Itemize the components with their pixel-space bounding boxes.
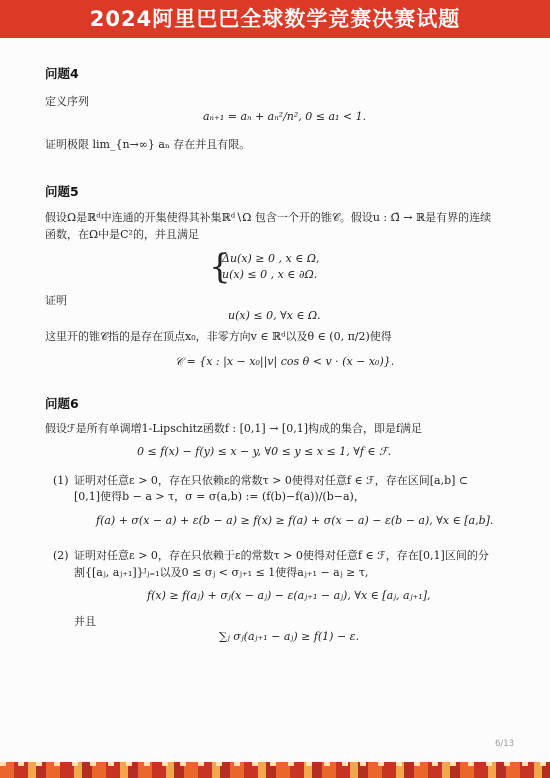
question-1-number: (1): [53, 474, 69, 487]
problem-5-line1: 假设Ω是ℝᵈ中连通的开集使得其补集ℝᵈ∖Ω 包含一个开的锥𝒞。假设u : Ω̄ → ℝ是有界的连续: [45, 211, 492, 224]
problem-4-formula: aₙ₊₁ = aₙ + aₙ²/n², 0 ≤ a₁ < 1.: [203, 110, 367, 123]
page-number: 6/13: [495, 739, 515, 749]
footer-decorative-strip: [0, 762, 550, 778]
question-2-line2: 割{[aⱼ, aⱼ₊₁]}ᴶⱼ₌₁以及0 ≤ σⱼ < σⱼ₊₁ ≤ 1使得aⱼ₊₁ − aⱼ ≥ τ,: [74, 566, 369, 579]
problem-5-system-2: u(x) ≤ 0 , x ∈ ∂Ω.: [222, 268, 318, 281]
problem-4-intro: 定义序列: [45, 95, 89, 108]
problem-5-heading: 问题5: [45, 184, 79, 199]
problem-6-formula: 0 ≤ f(x) − f(y) ≤ x − y, ∀0 ≤ y ≤ x ≤ 1, ∀f ∈ ℱ.: [137, 445, 392, 458]
question-2-line1: 证明对任意ε > 0，存在只依赖于ε的常数τ > 0使得对任意f ∈ ℱ，存在[0,1]区间的分: [74, 549, 489, 562]
question-1-formula: f(a) + σ(x − a) + ε(b − a) ≥ f(x) ≥ f(a) + σ(x − a) − ε(b − a), ∀x ∈ [a,b].: [96, 514, 494, 527]
question-2-number: (2): [53, 549, 69, 562]
question-2-and: 并且: [74, 615, 96, 628]
problem-6-heading: 问题6: [45, 396, 79, 411]
problem-6-line1: 假设ℱ是所有单调增1-Lipschitz函数f : [0,1] → [0,1]构成的集合，即是f满足: [45, 422, 423, 435]
banner-title: 2024阿里巴巴全球数学竞赛决赛试题: [0, 0, 550, 38]
problem-4-heading: 问题4: [45, 66, 79, 81]
problem-5-line2: 函数，在Ω中是C²的，并且满足: [45, 228, 199, 241]
problem-5-system-1: Δu(x) ≥ 0 , x ∈ Ω,: [222, 252, 320, 265]
question-2-sum-formula: ∑ⱼ σⱼ(aⱼ₊₁ − aⱼ) ≥ f(1) − ε.: [219, 630, 360, 643]
question-1-line1: 证明对任意ε > 0，存在只依赖ε的常数τ > 0使得对任意f ∈ ℱ，存在区间[a,b] ⊂: [74, 474, 469, 487]
problem-5-cone-text: 这里开的锥𝒞指的是存在顶点x₀，非零方向v ∈ ℝᵈ以及θ ∈ (0, π/2)使得: [45, 330, 392, 343]
problem-5-cone-formula: 𝒞 = {x : |x − x₀||v| cos θ < v · (x − x₀)}.: [175, 355, 395, 368]
problem-5-claim: u(x) ≤ 0, ∀x ∈ Ω.: [228, 309, 321, 322]
system-brace: {: [209, 247, 231, 287]
problem-4-prove: 证明极限 lim_{n→∞} aₙ 存在并且有限。: [45, 138, 251, 151]
question-2-formula: f(x) ≥ f(aⱼ) + σⱼ(x − aⱼ) − ε(aⱼ₊₁ − aⱼ), ∀x ∈ [aⱼ, aⱼ₊₁],: [147, 589, 431, 602]
problem-5-prove: 证明: [45, 294, 67, 307]
question-1-line2: [0,1]使得b − a > τ，σ = σ(a,b) := (f(b)−f(a))/(b−a)，: [74, 490, 365, 503]
